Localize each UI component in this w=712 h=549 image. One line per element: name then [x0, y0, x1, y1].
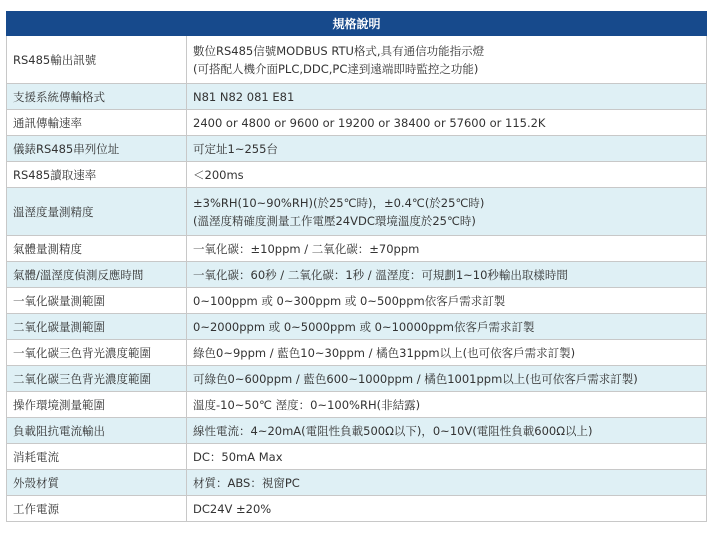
spec-value — [187, 162, 707, 188]
spec-label: 二氧化碳三色背光濃度範圍 — [7, 366, 187, 392]
spec-value-line: 0~2000ppm 或 0~5000ppm 或 0~10000ppm依客戶需求訂製 — [193, 319, 535, 334]
spec-value — [187, 314, 707, 340]
spec-label: 負載阻抗電流輸出 — [7, 418, 187, 444]
spec-value-line: 綠色0~9ppm / 藍色10~30ppm / 橘色31ppm以上(也可依客戶需求訂製) — [193, 345, 576, 360]
spec-label: 工作電源 — [7, 496, 187, 522]
spec-value — [187, 236, 707, 262]
spec-label: RS485讀取速率 — [7, 162, 187, 188]
spec-row — [7, 36, 707, 84]
spec-value — [187, 84, 707, 110]
spec-row — [7, 288, 707, 314]
spec-table-title: 規格說明 — [7, 12, 707, 36]
spec-table-body — [7, 36, 707, 522]
spec-row — [7, 314, 707, 340]
spec-value-line: ±3%RH(10~90%RH)(於25℃時)，±0.4℃(於25℃時) — [193, 195, 485, 210]
spec-table — [6, 11, 707, 522]
spec-row — [7, 470, 707, 496]
spec-row — [7, 188, 707, 236]
spec-value — [187, 470, 707, 496]
spec-value-line: 可定址1~255台 — [193, 141, 278, 156]
spec-label: 通訊傳輸速率 — [7, 110, 187, 136]
spec-row — [7, 110, 707, 136]
spec-label: RS485輸出訊號 — [7, 36, 187, 84]
spec-value-line: 數位RS485信號MODBUS RTU格式,具有通信功能指示燈 — [193, 43, 485, 58]
spec-label: 氣體/溫溼度偵測反應時間 — [7, 262, 187, 288]
spec-value — [187, 262, 707, 288]
spec-row — [7, 366, 707, 392]
spec-row — [7, 136, 707, 162]
spec-value-line: N81 N82 081 E81 — [193, 89, 295, 104]
spec-label: 操作環境測量範圍 — [7, 392, 187, 418]
spec-value-line: 可綠色0~600ppm / 藍色600~1000ppm / 橘色1001ppm以上(也可依客戶需求訂製) — [193, 371, 638, 386]
spec-value — [187, 418, 707, 444]
spec-value — [187, 36, 707, 84]
spec-label: 氣體量測精度 — [7, 236, 187, 262]
spec-row — [7, 392, 707, 418]
spec-value-line: (溫溼度精確度測量工作電壓24VDC環境溫度於25℃時) — [193, 213, 476, 228]
spec-label: 外殼材質 — [7, 470, 187, 496]
spec-value-line: ＜200ms — [193, 167, 244, 182]
spec-label: 一氧化碳三色背光濃度範圍 — [7, 340, 187, 366]
spec-value-line: 0~100ppm 或 0~300ppm 或 0~500ppm依客戶需求訂製 — [193, 293, 506, 308]
spec-value — [187, 188, 707, 236]
spec-value-line: 一氧化碳：±10ppm / 二氧化碳：±70ppm — [193, 241, 420, 256]
spec-row — [7, 162, 707, 188]
spec-value-line: (可搭配人機介面PLC,DDC,PC達到遠端即時監控之功能) — [193, 61, 479, 76]
spec-value — [187, 496, 707, 522]
spec-value — [187, 136, 707, 162]
spec-label: 一氧化碳量測範圍 — [7, 288, 187, 314]
spec-row — [7, 418, 707, 444]
spec-label: 消耗電流 — [7, 444, 187, 470]
spec-value — [187, 340, 707, 366]
spec-value-line: DC24V ±20% — [193, 501, 272, 516]
spec-value-line: 線性電流：4~20mA(電阻性負載500Ω以下)，0~10V(電阻性負載600Ω以上) — [193, 423, 593, 438]
spec-row — [7, 84, 707, 110]
spec-value — [187, 110, 707, 136]
spec-row — [7, 496, 707, 522]
spec-label: 二氧化碳量測範圍 — [7, 314, 187, 340]
spec-value-line: 2400 or 4800 or 9600 or 19200 or 38400 or 57600 or 115.2K — [193, 115, 546, 130]
spec-label: 儀錶RS485串列位址 — [7, 136, 187, 162]
spec-row — [7, 444, 707, 470]
spec-label: 支援系統傳輸格式 — [7, 84, 187, 110]
spec-value-line: DC：50mA Max — [193, 449, 283, 464]
spec-value — [187, 392, 707, 418]
spec-row — [7, 262, 707, 288]
spec-value — [187, 366, 707, 392]
spec-value-line: 溫度-10~50℃ 溼度：0~100%RH(非結露) — [193, 397, 421, 412]
spec-value — [187, 444, 707, 470]
spec-label: 溫溼度量測精度 — [7, 188, 187, 236]
spec-value-line: 一氧化碳：60秒 / 二氧化碳：1秒 / 溫溼度：可規劃1~10秒輸出取樣時間 — [193, 267, 568, 282]
spec-row — [7, 236, 707, 262]
spec-value-line: 材質：ABS：視窗PC — [193, 475, 300, 490]
spec-row — [7, 340, 707, 366]
spec-header-row — [7, 12, 707, 36]
spec-value — [187, 288, 707, 314]
